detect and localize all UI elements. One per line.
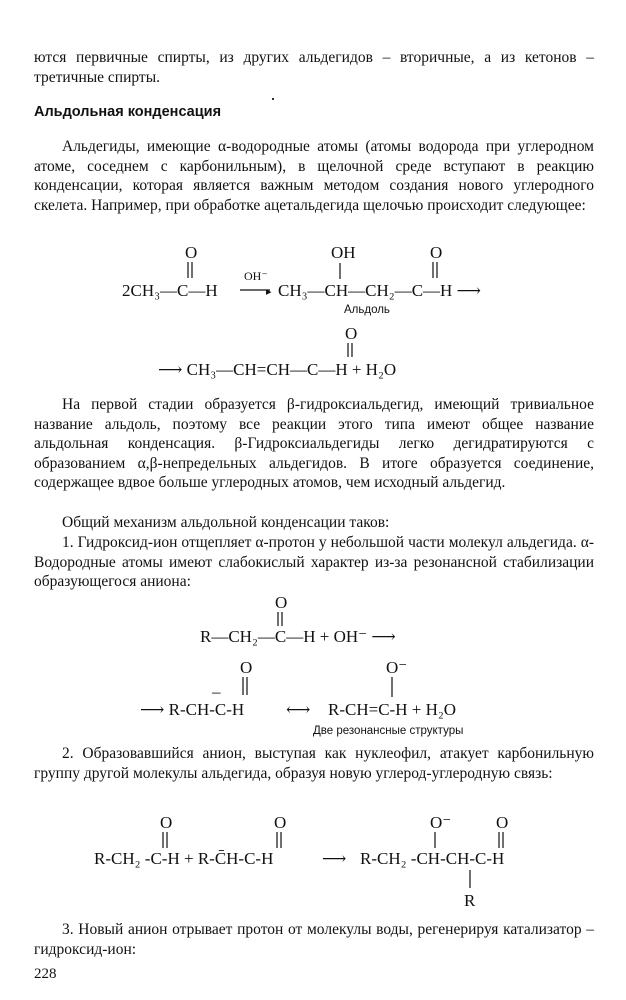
paragraph-first-stage: На первой стадии образуется β-гидроксиальдегид, имеющий тривиальное название альдоль, поэтому все реакции этого типа имеют общее название альдольная конденсация. β-Гидроксиальдегиды легко дегидратируются с образованием α,β-непредельных альдегидов. В итоге образуется соединение, содержащее вдвое больше углеродных атомов, чем исходный альдегид. [34, 396, 594, 492]
eq4-right: R-CH=C-H + H₂O [328, 700, 457, 719]
eq1-catalyst: OH⁻ [244, 269, 268, 283]
eq5-oxygen-2: O [274, 813, 287, 832]
paragraph-intro: ются первичные спирты, из других альдегидов – вторичные, а из кетонов – третичные спирты. [34, 49, 594, 86]
eq5-left: R-CH₂ -C-H + R-C̄H-C-H [94, 849, 274, 868]
eq5-right: R-CH₂ -CH-CH-C-H [360, 849, 505, 868]
eq5-r-group: R [464, 891, 476, 910]
eq3-oxygen: O [275, 593, 288, 612]
eq4-oxygen-2: O⁻ [386, 658, 408, 677]
eq2-text: ⟶ CH₃—CH=CH—C—H + H₂O [158, 360, 397, 379]
eq1-oxygen-2: O [430, 243, 443, 262]
eq1-product: CH₃—CH—CH₂—C—H ⟶ [278, 281, 481, 300]
equation-dehydration [0, 323, 626, 403]
equation-aldol-formation [0, 240, 626, 320]
paragraph-step-1: 1. Гидроксид-ион отщепляет α-протон у небольшой части молекул альдегида. α-Водородные атомы имеют слабокислый характер из-за резонансной стабилизации образующегося аниона: [34, 534, 594, 591]
eq3-text: R—CH₂—C—H + OH⁻ ⟶ [200, 627, 396, 646]
eq2-oxygen: O [345, 324, 358, 343]
eq4-minus: – [212, 682, 221, 701]
section-heading: Альдольная конденсация [34, 104, 222, 120]
eq1-reactant: 2CH₃—C—H [122, 281, 218, 300]
paragraph-aldehydes: Альдегиды, имеющие α-водородные атомы (атомы водорода при углеродном атоме, соседнем с карбонильным), в щелочной среде вступают в реакцию конденсации, которая является важным методом создания нового углеродного скелета. Например, при обработке ацетальдегида щелочью происходит следующее: [34, 138, 594, 214]
eq5-arrow: ⟶ [322, 849, 347, 868]
eq1-caption: Альдоль [344, 304, 390, 316]
paragraph-step-2: 2. Образовавшийся анион, выступая как нуклеофил, атакует карбонильную группу другой молекулы альдегида, образуя новую углерод-углеродную связь: [34, 745, 594, 782]
equation-nucleophilic-attack [0, 812, 626, 910]
eq5-oxygen-1: O [160, 813, 173, 832]
eq5-oxygen-4: O [496, 813, 509, 832]
svg-text:▸: ▸ [266, 286, 272, 298]
eq1-hydroxyl: OH [331, 243, 356, 262]
scan-speck [272, 98, 274, 100]
eq5-oxygen-3: O⁻ [430, 813, 452, 832]
paragraph-mechanism: Общий механизм альдольной конденсации таков: [62, 514, 390, 531]
eq1-oxygen-1: O [185, 243, 198, 262]
eq4-arrow: ⟷ [286, 700, 311, 719]
paragraph-step-3: 3. Новый анион отрывает протон от молекулы воды, регенерируя катализатор – гидроксид-ион: [34, 921, 594, 958]
eq4-oxygen-1: O [240, 658, 253, 677]
eq4-caption: Две резонансные структуры [313, 725, 464, 737]
eq4-left: ⟶ R-CH-C-H [140, 700, 245, 719]
page-number: 228 [34, 966, 57, 982]
equation-resonance [0, 655, 626, 735]
